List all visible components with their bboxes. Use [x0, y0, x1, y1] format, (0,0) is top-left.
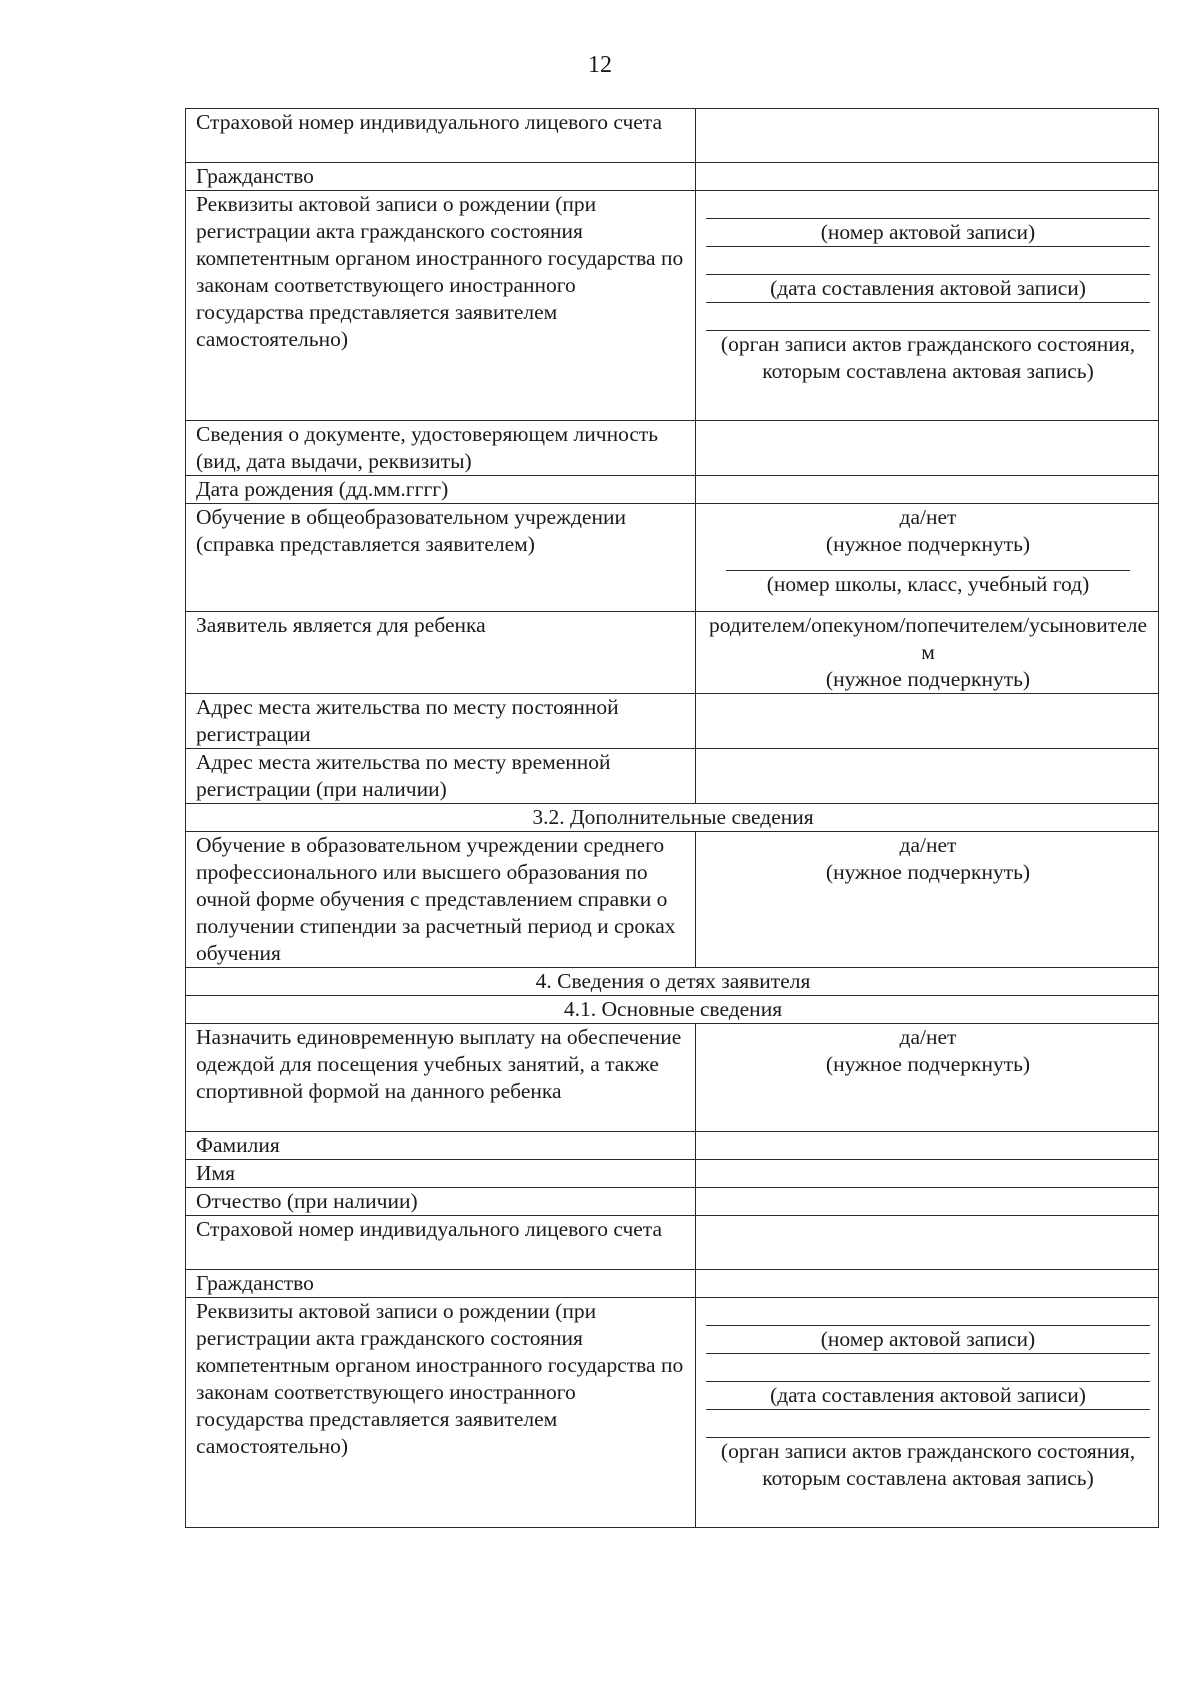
record-authority-field[interactable]	[706, 303, 1150, 331]
table-row	[186, 1188, 1159, 1216]
field-label: Обучение в образовательном учреждении среднего профессионального или высшего образования по очной форме обучения с представлением справки о получении стипендии за расчетный период и сроках обучения	[186, 832, 696, 968]
field-caption: (номер актовой записи)	[706, 1326, 1150, 1354]
field-label: Гражданство	[186, 163, 696, 191]
table-row	[186, 832, 1159, 968]
table-row	[186, 1160, 1159, 1188]
field-label: Адрес места жительства по месту временной регистрации (при наличии)	[186, 749, 696, 804]
identity-doc-field[interactable]	[696, 421, 1159, 476]
birth-date-field[interactable]	[696, 476, 1159, 504]
table-row	[186, 694, 1159, 749]
field-label: Отчество (при наличии)	[186, 1188, 696, 1216]
field-caption: (номер актовой записи)	[706, 219, 1150, 247]
table-row	[186, 109, 1159, 163]
field-label: Страховой номер индивидуального лицевого счета	[186, 1216, 696, 1270]
record-number-field[interactable]	[706, 191, 1150, 219]
table-row	[186, 804, 1159, 832]
field-label: Гражданство	[186, 1270, 696, 1298]
underline-hint: (нужное подчеркнуть)	[825, 860, 1031, 884]
child-birth-record-fields	[696, 1298, 1159, 1528]
field-caption: (дата составления актовой записи)	[706, 275, 1150, 303]
record-date-field[interactable]	[706, 247, 1150, 275]
field-caption: (орган записи актов гражданского состояния, которым составлена актовая запись)	[720, 1439, 1136, 1490]
table-row	[186, 612, 1159, 694]
surname-field[interactable]	[696, 1132, 1159, 1160]
table-row	[186, 1216, 1159, 1270]
higher-edu-value-cell	[696, 832, 1159, 968]
field-label: Обучение в общеобразовательном учреждении (справка представляется заявителем)	[186, 504, 696, 612]
yes-no-choice[interactable]: да/нет	[899, 833, 957, 857]
table-row	[186, 996, 1159, 1024]
school-value-cell	[696, 504, 1159, 612]
table-row	[186, 504, 1159, 612]
record-number-field[interactable]	[706, 1298, 1150, 1326]
section-heading: 3.2. Дополнительные сведения	[186, 804, 1159, 832]
field-caption: (орган записи актов гражданского состояния, которым составлена актовая запись)	[720, 332, 1136, 383]
application-form-table	[185, 108, 1159, 1528]
field-label: Дата рождения (дд.мм.гггг)	[186, 476, 696, 504]
field-label: Страховой номер индивидуального лицевого счета	[186, 109, 696, 163]
record-authority-field[interactable]	[706, 1410, 1150, 1438]
table-row	[186, 1270, 1159, 1298]
table-row	[186, 163, 1159, 191]
field-label: Адрес места жительства по месту постоянной регистрации	[186, 694, 696, 749]
table-row	[186, 191, 1159, 421]
temporary-address-field[interactable]	[696, 749, 1159, 804]
child-citizenship-field[interactable]	[696, 1270, 1159, 1298]
table-row	[186, 968, 1159, 996]
field-caption: (дата составления актовой записи)	[706, 1382, 1150, 1410]
section-heading: 4. Сведения о детях заявителя	[186, 968, 1159, 996]
yes-no-choice[interactable]: да/нет	[899, 505, 957, 529]
underline-hint: (нужное подчеркнуть)	[825, 667, 1031, 691]
birth-record-fields	[696, 191, 1159, 421]
payment-value-cell	[696, 1024, 1159, 1132]
table-row	[186, 476, 1159, 504]
yes-no-choice[interactable]: да/нет	[899, 1025, 957, 1049]
table-row	[186, 1298, 1159, 1528]
field-label: Фамилия	[186, 1132, 696, 1160]
table-row	[186, 1024, 1159, 1132]
citizenship-field[interactable]	[696, 163, 1159, 191]
field-label: Реквизиты актовой записи о рождении (при регистрации акта гражданского состояния компетентным органом иностранного государства по законам соответствующего иностранного государства представляется заявителем самостоятельно)	[186, 1298, 696, 1528]
underline-hint: (нужное подчеркнуть)	[825, 532, 1031, 556]
page-number: 12	[588, 52, 612, 78]
table-row	[186, 1132, 1159, 1160]
section-heading: 4.1. Основные сведения	[186, 996, 1159, 1024]
name-field[interactable]	[696, 1160, 1159, 1188]
record-date-field[interactable]	[706, 1354, 1150, 1382]
field-label: Имя	[186, 1160, 696, 1188]
field-caption: (номер школы, класс, учебный год)	[766, 572, 1090, 596]
field-label: Заявитель является для ребенка	[186, 612, 696, 694]
insurance-number-field[interactable]	[696, 109, 1159, 163]
applicant-relation-cell	[696, 612, 1159, 694]
field-label: Назначить единовременную выплату на обеспечение одеждой для посещения учебных занятий, а также спортивной формой на данного ребенка	[186, 1024, 696, 1132]
underline-hint: (нужное подчеркнуть)	[825, 1052, 1031, 1076]
relation-choice[interactable]: родителем/опекуном/попечителем/усыновителем	[709, 613, 1147, 664]
permanent-address-field[interactable]	[696, 694, 1159, 749]
table-row	[186, 749, 1159, 804]
child-insurance-number-field[interactable]	[696, 1216, 1159, 1270]
field-label: Реквизиты актовой записи о рождении (при регистрации акта гражданского состояния компетентным органом иностранного государства по законам соответствующего иностранного государства представляется заявителем самостоятельно)	[186, 191, 696, 421]
field-label: Сведения о документе, удостоверяющем личность (вид, дата выдачи, реквизиты)	[186, 421, 696, 476]
patronymic-field[interactable]	[696, 1188, 1159, 1216]
table-row	[186, 421, 1159, 476]
